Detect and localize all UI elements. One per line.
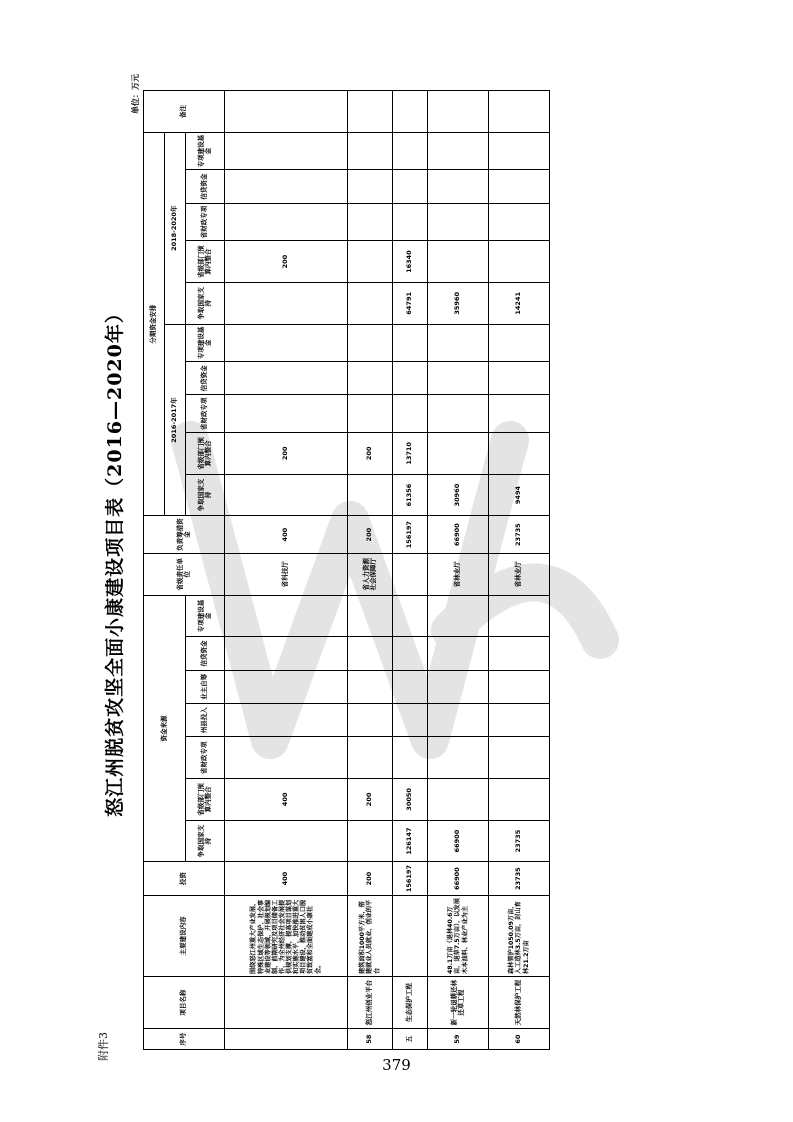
cell-src-county [489,704,550,737]
cell-src-special [428,595,489,637]
table-row [428,91,489,1050]
cell-name [225,977,348,1029]
cell-investment: 156197 [393,862,428,895]
cell-src-dept [489,779,550,821]
cell-p2-finance [225,203,348,241]
cell-p1-dept [428,433,489,475]
cell-investment: 66900 [428,862,489,895]
cell-src-loan [489,637,550,670]
header-p1-state: 争取国家支持 [186,474,225,516]
cell-remark [348,91,393,133]
cell-src-state: 23735 [489,820,550,862]
cell-src-self [393,670,428,703]
cell-seq: 五 [393,1029,428,1050]
cell-p1-finance [348,395,393,433]
cell-p2-special [348,132,393,170]
cell-src-dept [428,779,489,821]
cell-resp-unit: 省林业厅 [428,553,489,595]
project-table [143,90,550,1050]
cell-investment: 200 [348,862,393,895]
cell-seq: 59 [428,1029,489,1050]
cell-p1-special [225,324,348,362]
cell-resp-unit: 省林业厅 [489,553,550,595]
header-src-county: 州县投入 [186,704,225,737]
cell-resp-unit [393,553,428,595]
cell-src-county [225,704,348,737]
cell-src-loan [393,637,428,670]
cell-src-state: 66900 [428,820,489,862]
cell-p2-special [489,132,550,170]
cell-src-finance [428,737,489,779]
cell-p1-loan [428,362,489,395]
header-p1-special: 专项建设基金 [186,324,225,362]
header-investment: 投资 [144,862,225,895]
cell-src-finance [489,737,550,779]
cell-src-finance [225,737,348,779]
cell-src-loan [225,637,348,670]
cell-p1-finance [393,395,428,433]
header-p1-finance: 省财政专项 [186,395,225,433]
cell-p1-special [393,324,428,362]
header-src-state: 争取国家支持 [186,820,225,862]
cell-p2-state [225,282,348,324]
cell-investment: 400 [225,862,348,895]
cell-coordination: 400 [225,516,348,554]
cell-coordination: 23735 [489,516,550,554]
header-src-finance: 省财政专项 [186,737,225,779]
cell-p2-state [348,282,393,324]
cell-src-special [348,595,393,637]
cell-p2-state: 35960 [428,282,489,324]
cell-p1-dept: 200 [225,433,348,475]
cell-p1-special [348,324,393,362]
cell-p2-special [428,132,489,170]
cell-src-county [393,704,428,737]
cell-src-special [489,595,550,637]
cell-p1-loan [489,362,550,395]
cell-p2-finance [393,203,428,241]
header-p2-dept: 省级部门预算内整合 [186,241,225,283]
cell-seq: 60 [489,1029,550,1050]
header-period-2: 2018-2020年 [165,132,186,324]
cell-src-self [348,670,393,703]
cell-content: 48.1万亩（退林40.6万亩，退草7.5万亩），以发展木本油料、林业产业为主 [428,895,489,976]
header-main-content: 主要建设内容 [144,895,225,976]
cell-investment: 23735 [489,862,550,895]
cell-p2-finance [428,203,489,241]
page-number: 379 [382,1056,411,1074]
cell-p2-loan [393,170,428,203]
cell-src-county [428,704,489,737]
cell-name: 新一轮退耕还林还草工程 [428,977,489,1029]
cell-src-self [489,670,550,703]
cell-p2-finance [348,203,393,241]
cell-src-state: 126147 [393,820,428,862]
header-src-dept: 省级部门预算内整合 [186,779,225,821]
cell-p2-state: 64791 [393,282,428,324]
cell-p2-loan [225,170,348,203]
cell-src-loan [348,637,393,670]
landscape-table-sheet [100,60,620,1060]
cell-src-state [348,820,393,862]
cell-content [393,895,428,976]
header-p2-finance: 省财政专项 [186,203,225,241]
header-p1-dept: 省级部门预算内整合 [186,433,225,475]
cell-src-loan [428,637,489,670]
cell-src-dept: 200 [348,779,393,821]
cell-p1-dept [489,433,550,475]
header-project-name: 项目名称 [144,977,225,1029]
cell-src-state [225,820,348,862]
cell-content: 建筑面积1000平方米，搭建就业人员就业、创业的平台 [348,895,393,976]
cell-p2-finance [489,203,550,241]
unit-label: 单位：万元 [131,74,140,114]
header-p2-loan: 信贷资金 [186,170,225,203]
cell-resp-unit: 省科技厅 [225,553,348,595]
cell-p2-dept: 200 [225,241,348,283]
cell-name: 生态保护工程 [393,977,428,1029]
header-p2-state: 争取国家支持 [186,282,225,324]
header-src-self: 业主自筹 [186,670,225,703]
cell-src-dept: 30050 [393,779,428,821]
table-row [393,91,428,1050]
cell-seq [225,1029,348,1050]
cell-p1-loan [225,362,348,395]
header-period-1: 2016-2017年 [165,324,186,516]
cell-coordination: 200 [348,516,393,554]
cell-src-self [428,670,489,703]
cell-p1-state [225,474,348,516]
cell-p2-loan [428,170,489,203]
cell-p1-finance [489,395,550,433]
cell-p1-state: 9494 [489,474,550,516]
cell-p2-dept [489,241,550,283]
cell-remark [393,91,428,133]
cell-src-finance [393,737,428,779]
header-coordination: 负责筹措资金 [144,516,225,554]
cell-p2-dept [348,241,393,283]
cell-p2-dept [428,241,489,283]
cell-src-dept: 400 [225,779,348,821]
header-fund-source: 资金来源 [144,595,186,862]
cell-p2-loan [348,170,393,203]
cell-seq: 58 [348,1029,393,1050]
cell-name: 怒江州创业平台 [348,977,393,1029]
table-row [489,91,550,1050]
cell-src-county [348,704,393,737]
cell-p1-finance [428,395,489,433]
cell-p1-finance [225,395,348,433]
cell-p2-dept: 16340 [393,241,428,283]
cell-resp-unit: 省人力资源社会保障厅 [348,553,393,595]
header-p1-loan: 信贷资金 [186,362,225,395]
page-title: 怒江州脱贫攻坚全面小康建设项目表（2016—2020年） [104,303,126,817]
cell-p1-state: 30960 [428,474,489,516]
cell-content: 围绕怒江州重大产业发展、特殊区域生态保护、社会事业建设等领域，开展规划编制、前期研究及项目储备工作，为全州经济社会发展提供规划支撑，提高项目谋划和实施水平，加快推进重大项目建设，推动贫困人口脱贫致富和全面建成小康社会。 [225,895,348,976]
cell-src-special [225,595,348,637]
table-row [225,91,348,1050]
cell-p1-dept: 13710 [393,433,428,475]
cell-remark [428,91,489,133]
cell-p2-loan [489,170,550,203]
cell-p1-special [428,324,489,362]
cell-content: 森林管护1050.09万亩，人工造林3.5万亩，封山育林21.2万亩 [489,895,550,976]
header-remark: 备注 [144,91,225,133]
table-row [348,91,393,1050]
cell-p2-state: 14241 [489,282,550,324]
cell-p2-special [393,132,428,170]
header-src-special: 专项建设基金 [186,595,225,637]
header-resp-unit: 省级责任单位 [144,553,225,595]
header-phased: 分期资金安排 [144,132,165,516]
cell-remark [489,91,550,133]
cell-p1-state [348,474,393,516]
header-src-loan: 信贷资金 [186,637,225,670]
cell-p2-special [225,132,348,170]
cell-p1-special [489,324,550,362]
cell-p1-dept: 200 [348,433,393,475]
cell-p1-loan [348,362,393,395]
cell-src-finance [348,737,393,779]
header-seq: 序号 [144,1029,225,1050]
cell-src-special [393,595,428,637]
cell-coordination: 66900 [428,516,489,554]
header-p2-special: 专项建设基金 [186,132,225,170]
cell-coordination: 156197 [393,516,428,554]
cell-remark [225,91,348,133]
cell-src-self [225,670,348,703]
cell-p1-state: 61356 [393,474,428,516]
cell-name: 天然林保护工程 [489,977,550,1029]
cell-p1-loan [393,362,428,395]
attachment-text: 附件3 [97,1032,110,1061]
